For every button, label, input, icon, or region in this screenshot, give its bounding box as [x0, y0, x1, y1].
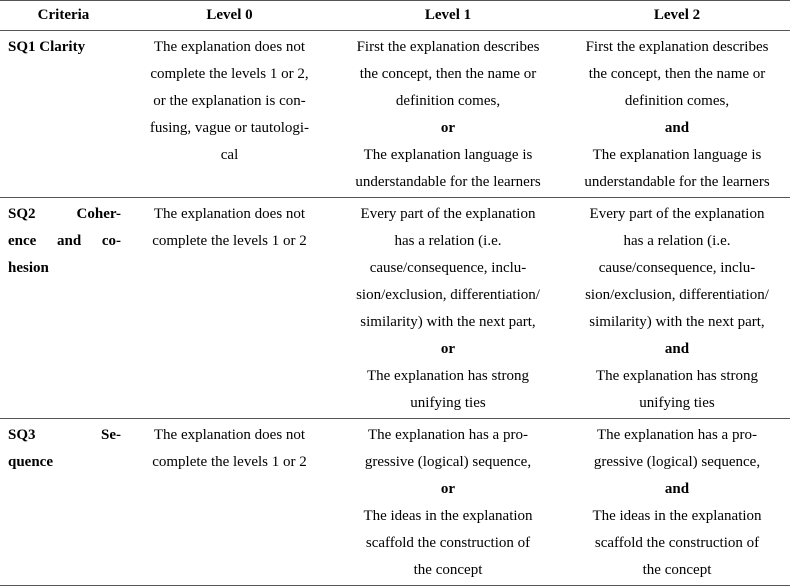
level-2-cell [564, 198, 790, 419]
header-level-2: Level 2 [564, 1, 790, 31]
criteria-line: SQ3 Se- [8, 427, 121, 443]
table-row [0, 419, 790, 586]
level-0-line: The explanation does not [153, 427, 306, 443]
criteria-cell [0, 198, 127, 419]
level-1-line: definition comes, [395, 93, 501, 109]
level-2-line: definition comes, [624, 93, 730, 109]
level-2-cell [564, 31, 790, 198]
header-criteria: Criteria [0, 1, 127, 31]
level-1-line: understandable for the learners [355, 174, 541, 190]
criteria-line: SQ1 Clarity [8, 39, 86, 55]
connector-or: or [440, 341, 456, 357]
level-1-line: sion/exclusion, differentiation/ [356, 287, 540, 303]
level-1-line: Every part of the explanation [360, 206, 536, 222]
level-0-line: complete the levels 1 or 2 [152, 454, 307, 470]
level-1-line: has a relation (i.e. [394, 233, 502, 249]
criteria-cell [0, 31, 127, 198]
level-2-line: cause/consequence, inclu- [598, 260, 756, 276]
level-0-cell [127, 31, 332, 198]
level-2-line: similarity) with the next part, [589, 314, 765, 330]
level-2-line: scaffold the construction of [594, 535, 760, 551]
level-1-line: similarity) with the next part, [360, 314, 536, 330]
connector-or: or [440, 120, 456, 136]
header-row [0, 1, 790, 31]
level-0-line: or the explanation is con- [153, 93, 306, 109]
level-1-cell [332, 419, 564, 586]
level-0-line: complete the levels 1 or 2 [152, 233, 307, 249]
level-2-line: gressive (logical) sequence, [593, 454, 761, 470]
level-1-line: unifying ties [410, 395, 486, 411]
criteria-cell [0, 419, 127, 586]
level-1-line: The ideas in the explanation [363, 508, 533, 524]
level-2-line: the concept, then the name or [588, 66, 766, 82]
level-1-line: gressive (logical) sequence, [364, 454, 532, 470]
level-1-line: the concept, then the name or [359, 66, 537, 82]
level-0-cell [127, 419, 332, 586]
level-2-line: unifying ties [639, 395, 715, 411]
connector-or: or [440, 481, 456, 497]
level-0-line: complete the levels 1 or 2, [150, 66, 309, 82]
criteria-line: quence [8, 454, 53, 470]
level-1-cell [332, 198, 564, 419]
connector-and: and [664, 120, 690, 136]
level-0-line: cal [220, 147, 239, 163]
header-level-1: Level 1 [332, 1, 564, 31]
level-2-line: The ideas in the explanation [592, 508, 762, 524]
connector-and: and [664, 341, 690, 357]
level-2-line: First the explanation describes [585, 39, 769, 55]
level-0-line: The explanation does not [153, 206, 306, 222]
level-1-line: The explanation language is [363, 147, 533, 163]
level-2-line: has a relation (i.e. [623, 233, 731, 249]
level-1-cell [332, 31, 564, 198]
table-body [0, 31, 790, 586]
level-1-line: the concept [413, 562, 483, 578]
level-1-line: cause/consequence, inclu- [369, 260, 527, 276]
table-row [0, 31, 790, 198]
header-level-0: Level 0 [127, 1, 332, 31]
connector-and: and [664, 481, 690, 497]
level-1-line: The explanation has a pro- [368, 427, 528, 443]
level-2-line: understandable for the learners [584, 174, 770, 190]
level-2-line: The explanation has a pro- [597, 427, 757, 443]
level-1-line: First the explanation describes [356, 39, 540, 55]
level-0-cell [127, 198, 332, 419]
table-header [0, 1, 790, 31]
table-row [0, 198, 790, 419]
level-2-line: Every part of the explanation [589, 206, 765, 222]
level-2-line: The explanation has strong [595, 368, 759, 384]
level-2-line: the concept [642, 562, 712, 578]
level-0-line: The explanation does not [153, 39, 306, 55]
criteria-line: ence and co- [8, 233, 121, 249]
level-2-cell [564, 419, 790, 586]
level-1-line: scaffold the construction of [365, 535, 531, 551]
level-2-line: sion/exclusion, differentiation/ [585, 287, 769, 303]
criteria-line: SQ2 Coher- [8, 206, 121, 222]
level-2-line: The explanation language is [592, 147, 762, 163]
level-1-line: The explanation has strong [366, 368, 530, 384]
criteria-line: hesion [8, 260, 49, 276]
level-0-line: fusing, vague or tautologi- [149, 120, 310, 136]
